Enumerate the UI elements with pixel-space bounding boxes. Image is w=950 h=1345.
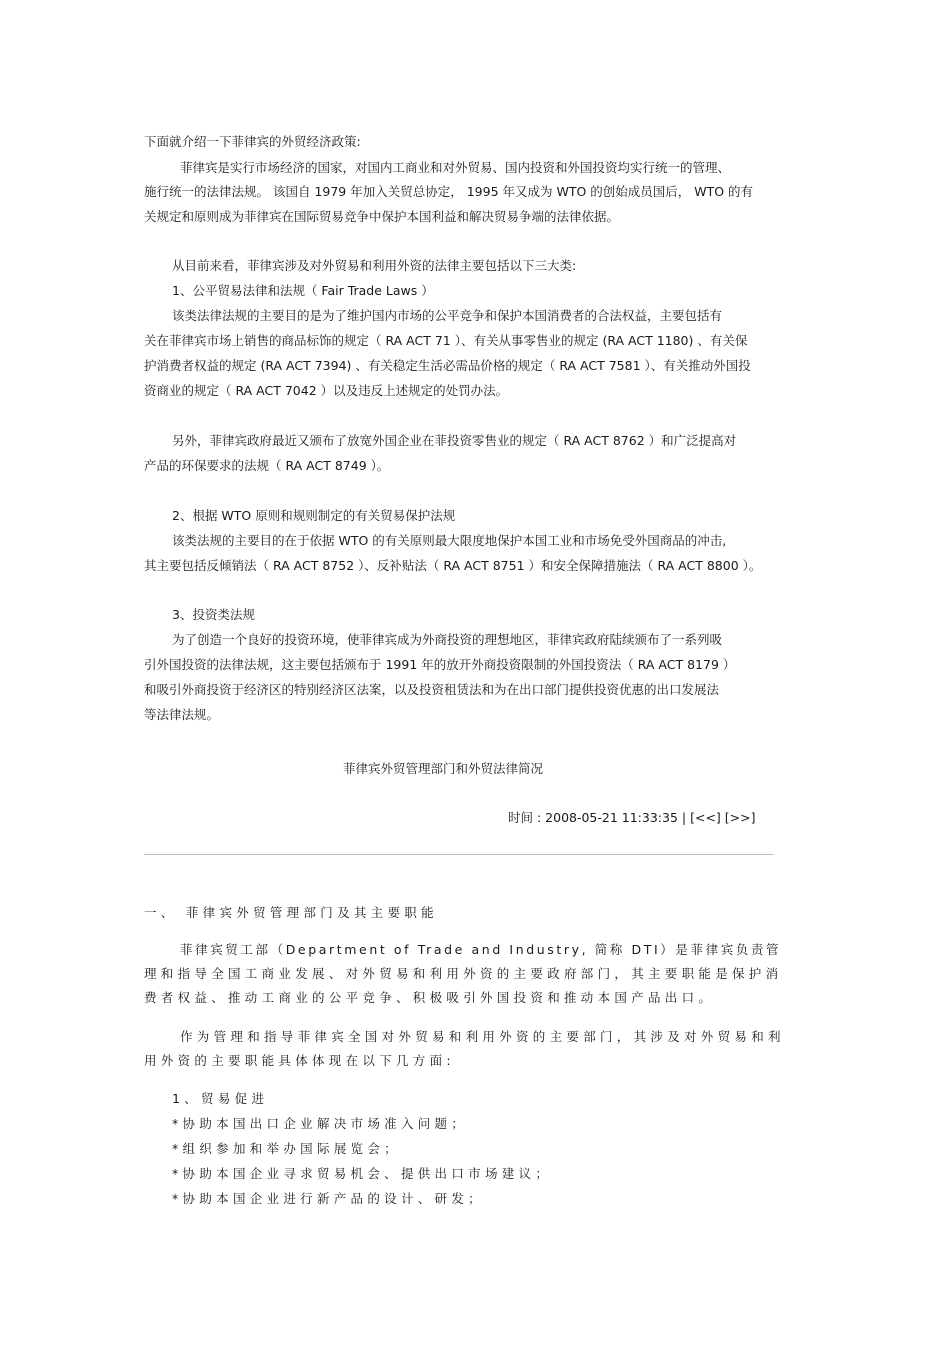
prev-link[interactable]: [<<] (690, 810, 721, 825)
paragraph-line: 施行统一的法律法规。 该国自 1979 年加入关贸总协定， 1995 年又成为 WTO 的创始成员国后， WTO 的有 (144, 184, 754, 199)
paragraph-line: 护消费者权益的规定 (RA ACT 7394) 、有关稳定生活必需品价格的规定（ RA ACT 7581 ）、有关推动外国投 (144, 358, 751, 373)
timestamp: 时间 : 2008-05-21 11:33:35 | (508, 810, 687, 825)
list-item: *协助本国企业寻求贸易机会、提供出口市场建议； (172, 1166, 553, 1181)
paragraph-line: 引外国投资的法律法规，这主要包括颁布于 1991 年的放开外商投资限制的外国投资法（ RA ACT 8179 ） (144, 657, 736, 672)
paragraph-line: 菲律宾是实行市场经济的国家，对国内工商业和对外贸易、国内投资和外国投资均实行统一的管理、 (180, 160, 731, 175)
article-meta (508, 810, 755, 826)
paragraph-line: 作为管理和指导菲律宾全国对外贸易和利用外资的主要部门，其涉及对外贸易和利 (180, 1029, 785, 1044)
paragraph-line: 产品的环保要求的法规（ RA ACT 8749 ）。 (144, 458, 390, 473)
paragraph-line: 费者权益、推动工商业的公平竞争、积极吸引外国投资和推动本国产品出口。 (144, 990, 716, 1005)
section-title: 2、根据 WTO 原则和规则制定的有关贸易保护法规 (172, 508, 456, 523)
section-heading: 一、 菲律宾外贸管理部门及其主要职能 (144, 905, 438, 920)
section-title: 1、公平贸易法律和法规（ Fair Trade Laws ） (172, 283, 434, 298)
article-title: 菲律宾外贸管理部门和外贸法律简况 (343, 761, 544, 776)
list-item: *协助本国出口企业解决市场准入问题； (172, 1116, 469, 1131)
list-item: *组织参加和举办国际展览会； (172, 1141, 401, 1156)
paragraph-line: 该类法规的主要目的在于依据 WTO 的有关原则最大限度地保护本国工业和市场免受外国商品的冲击, (172, 533, 727, 548)
paragraph-line: 为了创造一个良好的投资环境，使菲律宾成为外商投资的理想地区，菲律宾政府陆续颁布了一系列吸 (172, 632, 723, 647)
paragraph-line: 和吸引外商投资于经济区的特别经济区法案，以及投资租赁法和为在出口部门提供投资优惠的出口发展法 (144, 682, 720, 697)
divider (144, 854, 774, 855)
subsection-title: 1、贸易促进 (172, 1091, 269, 1106)
next-link[interactable]: [>>] (724, 810, 756, 825)
paragraph-line: 关在菲律宾市场上销售的商品标饰的规定（ RA ACT 71 ）、有关从事零售业的规定 (RA ACT 1180) 、有关保 (144, 333, 748, 348)
paragraph-line: 资商业的规定（ RA ACT 7042 ）以及违反上述规定的处罚办法。 (144, 383, 509, 398)
intro-line: 下面就介绍一下菲律宾的外贸经济政策: (144, 134, 361, 149)
paragraph-line: 其主要包括反倾销法（ RA ACT 8752 ）、反补贴法（ RA ACT 8751 ）和安全保障措施法（ RA ACT 8800 ）。 (144, 558, 762, 573)
paragraph-line: 理和指导全国工商业发展、对外贸易和利用外资的主要政府部门，其主要职能是保护消 (144, 966, 783, 981)
paragraph-line: 从目前来看，菲律宾涉及对外贸易和利用外资的法律主要包括以下三大类: (172, 258, 577, 273)
paragraph-line: 关规定和原则成为菲律宾在国际贸易竞争中保护本国利益和解决贸易争端的法律依据。 (144, 209, 620, 224)
paragraph-line: 该类法律法规的主要目的是为了维护国内市场的公平竞争和保护本国消费者的合法权益，主要包括有 (172, 308, 723, 323)
section-title: 3、投资类法规 (172, 607, 255, 622)
paragraph-line: 菲律宾贸工部（Department of Trade and Industry, 简称 DTI）是菲律宾负责管 (180, 942, 782, 957)
list-item: *协助本国企业进行新产品的设计、研发； (172, 1191, 485, 1206)
paragraph-line: 用外资的主要职能具体体现在以下几方面: (144, 1053, 455, 1068)
paragraph-line: 等法律法规。 (144, 707, 220, 722)
paragraph-line: 另外，菲律宾政府最近又颁布了放宽外国企业在菲投资零售业的规定（ RA ACT 8762 ）和广泛提高对 (172, 433, 737, 448)
